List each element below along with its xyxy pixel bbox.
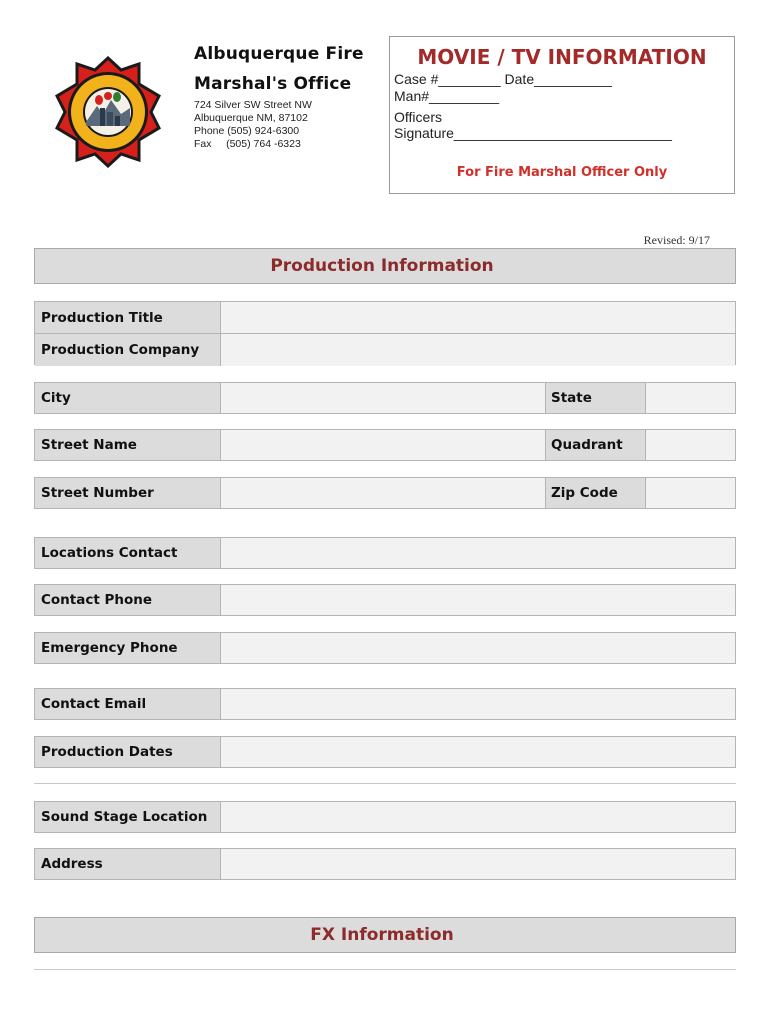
contact-phone-label: Contact Phone — [35, 585, 221, 615]
production-information-banner — [34, 248, 736, 284]
emergency-phone-row — [34, 632, 736, 664]
fire-marshal-badge-logo — [55, 56, 161, 168]
sound-stage-location-label: Sound Stage Location — [35, 802, 221, 832]
state-label: State — [545, 383, 646, 413]
man-number-field[interactable]: Man#_________ — [394, 88, 500, 104]
address-input[interactable] — [221, 849, 735, 879]
official-use-note: For Fire Marshal Officer Only — [456, 165, 668, 180]
section-title: FX Information — [310, 925, 454, 945]
street-name-input[interactable] — [221, 430, 545, 460]
city-state-row — [34, 382, 736, 414]
street-name-label: Street Name — [35, 430, 221, 460]
production-company-label: Production Company — [35, 334, 221, 366]
production-company-input[interactable] — [221, 334, 735, 366]
contact-phone-row — [34, 584, 736, 616]
contact-email-row — [34, 688, 736, 720]
sound-stage-location-row — [34, 801, 736, 833]
movie-tv-information-title: MOVIE / TV INFORMATION — [417, 45, 707, 69]
address-line1: 724 Silver SW Street NW — [194, 99, 312, 111]
street-name-quadrant-row — [34, 429, 736, 461]
production-dates-label: Production Dates — [35, 737, 221, 767]
locations-contact-input[interactable] — [221, 538, 735, 568]
officers-label: Officers — [394, 109, 442, 125]
city-input[interactable] — [221, 383, 545, 413]
locations-contact-label: Locations Contact — [35, 538, 221, 568]
city-label: City — [35, 383, 221, 413]
sound-stage-location-input[interactable] — [221, 802, 735, 832]
organization-name-line2: Marshal's Office — [194, 74, 352, 94]
quadrant-input[interactable] — [646, 430, 735, 460]
street-number-label: Street Number — [35, 478, 221, 508]
street-number-zip-row — [34, 477, 736, 509]
section-divider — [34, 783, 736, 784]
official-use-box — [389, 36, 735, 194]
revision-date: Revised: 9/17 — [643, 233, 710, 247]
address-row — [34, 848, 736, 880]
case-date-field[interactable]: Case #________ Date__________ — [394, 71, 612, 87]
contact-email-input[interactable] — [221, 689, 735, 719]
fx-information-banner — [34, 917, 736, 953]
contact-email-label: Contact Email — [35, 689, 221, 719]
phone-number: Phone (505) 924-6300 — [194, 125, 300, 137]
fax-number: Fax (505) 764 -6323 — [194, 138, 301, 150]
section-divider — [34, 969, 736, 970]
emergency-phone-input[interactable] — [221, 633, 735, 663]
state-input[interactable] — [646, 383, 735, 413]
emergency-phone-label: Emergency Phone — [35, 633, 221, 663]
production-title-input[interactable] — [221, 302, 735, 334]
address-line2: Albuquerque NM, 87102 — [194, 112, 308, 124]
zip-code-input[interactable] — [646, 478, 735, 508]
contact-phone-input[interactable] — [221, 585, 735, 615]
section-title: Production Information — [270, 256, 494, 276]
production-dates-input[interactable] — [221, 737, 735, 767]
locations-contact-row — [34, 537, 736, 569]
zip-code-label: Zip Code — [545, 478, 646, 508]
officer-signature-field[interactable]: Signature____________________________ — [394, 125, 672, 141]
street-number-input[interactable] — [221, 478, 545, 508]
production-title-company-group — [34, 301, 736, 365]
production-dates-row — [34, 736, 736, 768]
quadrant-label: Quadrant — [545, 430, 646, 460]
address-label: Address — [35, 849, 221, 879]
production-title-label: Production Title — [35, 302, 221, 334]
organization-name-line1: Albuquerque Fire — [194, 44, 364, 64]
